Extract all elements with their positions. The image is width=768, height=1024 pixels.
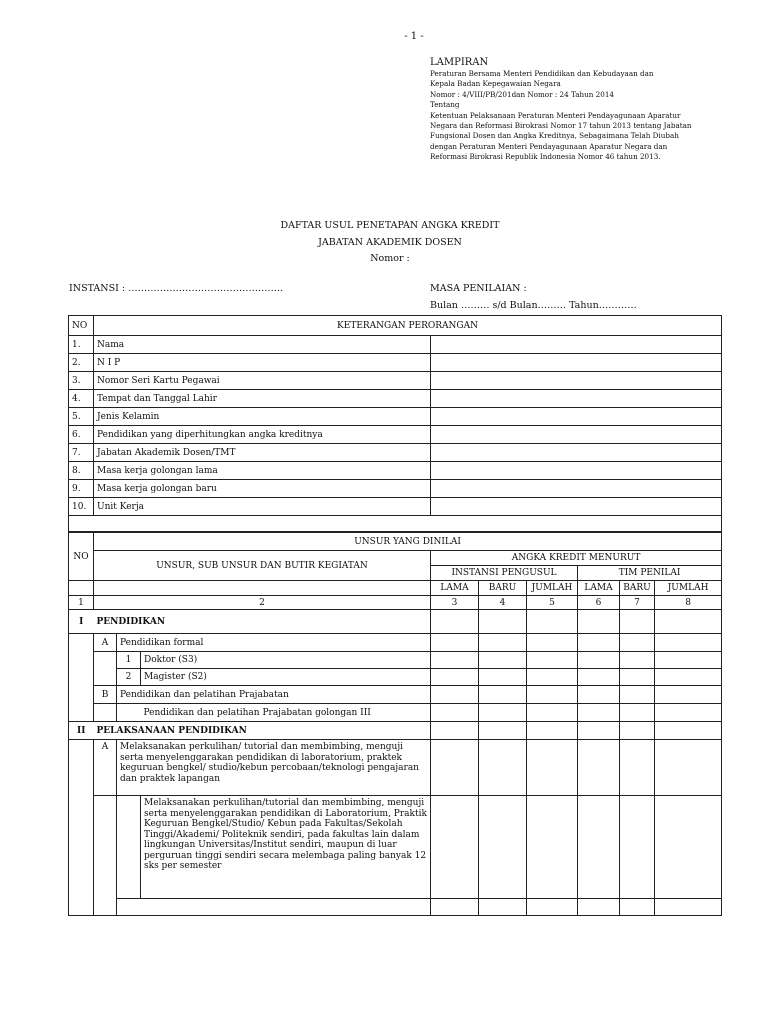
value-cell[interactable] [431,372,722,390]
lampiran-line: Fungsional Dosen dan Angka Kreditnya, Sebagaimana Telah Diubah [430,131,679,141]
score-cell[interactable] [527,669,578,686]
value-cell[interactable] [431,498,722,516]
score-cell[interactable] [578,899,620,916]
score-cell[interactable] [479,652,527,669]
spacer-cell [69,516,722,532]
empty-cell [69,796,94,899]
score-cell[interactable] [620,740,655,796]
unsur-title: UNSUR YANG DINILAI [94,533,722,551]
subsection-row [69,740,722,796]
empty-cell [69,740,94,796]
lama-header: LAMA [578,581,620,596]
value-cell[interactable] [431,426,722,444]
score-cell[interactable] [431,796,479,899]
column-number: 1 [69,596,94,610]
score-cell[interactable] [578,704,620,722]
score-cell[interactable] [431,740,479,796]
row-label: Unit Kerja [94,498,431,516]
score-cell[interactable] [578,652,620,669]
row-label: N I P [94,354,431,372]
score-cell[interactable] [479,796,527,899]
document-number-label: Nomor : [370,253,410,264]
lampiran-line: dengan Peraturan Menteri Pendayagunaan Aparatur Negara dan [430,141,668,151]
value-cell[interactable] [431,444,722,462]
lampiran-line: Ketentuan Pelaksanaan Peraturan Menteri Pendayagunaan Aparatur [430,110,681,120]
subsection-row [69,634,722,652]
empty-cell [69,634,94,652]
jumlah-header: JUMLAH [655,581,722,596]
lampiran-line: Tentang [430,100,460,110]
score-cell[interactable] [655,722,722,740]
sub-letter: A [94,634,117,652]
row-label: Pendidikan yang diperhitungkan angka kreditnya [94,426,431,444]
score-cell[interactable] [431,610,479,634]
lampiran-line: Kepala Badan Kepegawaian Negara [430,79,561,89]
score-cell[interactable] [527,634,578,652]
score-cell[interactable] [527,796,578,899]
score-cell[interactable] [620,652,655,669]
score-cell[interactable] [578,634,620,652]
item-row [69,704,722,722]
value-cell[interactable] [431,354,722,372]
section-row [69,722,722,740]
column-number: 4 [479,596,527,610]
column-number: 5 [527,596,578,610]
page-number: - 1 - [404,31,424,42]
table-header-row [69,551,722,566]
value-cell[interactable] [431,480,722,498]
score-cell[interactable] [479,610,527,634]
col-no-header: NO [69,533,94,581]
empty-cell [117,796,141,899]
score-cell[interactable] [578,796,620,899]
row-number: 9. [69,480,94,498]
jumlah-header: JUMLAH [527,581,578,596]
table-header-row [69,533,722,551]
col-no-header: NO [69,316,94,336]
row-number: 4. [69,390,94,408]
score-cell[interactable] [655,704,722,722]
col-keterangan-header: KETERANGAN PERORANGAN [94,316,722,336]
score-cell[interactable] [620,722,655,740]
empty-cell [69,686,94,704]
periode-field[interactable]: Bulan ……… s/d Bulan……… Tahun………… [430,300,637,311]
empty-cell [69,704,94,722]
item-number: 1 [117,652,141,669]
table-row [69,480,722,498]
lampiran-body [430,69,720,163]
score-cell[interactable] [655,796,722,899]
table-row [69,462,722,480]
score-cell[interactable] [578,686,620,704]
score-cell[interactable] [620,796,655,899]
empty-cell [117,704,141,722]
score-cell[interactable] [620,634,655,652]
score-cell[interactable] [527,740,578,796]
score-cell[interactable] [620,669,655,686]
table-row [69,336,722,354]
value-cell[interactable] [431,390,722,408]
lampiran-title: LAMPIRAN [430,57,489,68]
score-cell[interactable] [655,740,722,796]
score-cell[interactable] [620,686,655,704]
empty-cell [69,899,94,916]
row-number: 1. [69,336,94,354]
row-label: Masa kerja golongan lama [94,462,431,480]
score-cell[interactable] [620,899,655,916]
row-number: 6. [69,426,94,444]
score-cell[interactable] [527,704,578,722]
section-title: PENDIDIKAN [94,610,431,634]
score-cell[interactable] [655,686,722,704]
item-label: Magister (S2) [141,669,431,686]
column-number: 2 [94,596,431,610]
score-cell[interactable] [479,686,527,704]
column-number: 6 [578,596,620,610]
table-row [69,408,722,426]
item-number: 2 [117,669,141,686]
score-cell[interactable] [655,610,722,634]
table-header-row [69,581,722,596]
table-row [69,426,722,444]
item-row [69,796,722,899]
score-cell[interactable] [578,669,620,686]
value-cell[interactable] [431,336,722,354]
score-cell[interactable] [431,899,479,916]
table-header-row [69,316,722,336]
row-number: 8. [69,462,94,480]
empty-cell [69,669,94,686]
row-label: Tempat dan Tanggal Lahir [94,390,431,408]
item-label: Doktor (S3) [141,652,431,669]
score-cell[interactable] [578,610,620,634]
score-cell[interactable] [479,704,527,722]
column-number: 8 [655,596,722,610]
score-cell[interactable] [431,634,479,652]
column-number: 3 [431,596,479,610]
score-cell[interactable] [431,652,479,669]
table-row [69,498,722,516]
section-row [69,610,722,634]
section-title: PELAKSANAAN PENDIDIKAN [94,722,431,740]
score-cell[interactable] [578,740,620,796]
row-number: 7. [69,444,94,462]
baru-header: BARU [479,581,527,596]
score-cell[interactable] [431,669,479,686]
empty-cell [94,899,117,916]
document-subtitle: JABATAN AKADEMIK DOSEN [318,237,462,248]
value-cell[interactable] [431,462,722,480]
score-cell[interactable] [431,722,479,740]
empty-cell [94,796,117,899]
score-cell[interactable] [479,899,527,916]
instansi-field[interactable]: INSTANSI : …………………………………………. [69,283,284,294]
empty-cell [117,899,431,916]
kegiatan-header: UNSUR, SUB UNSUR DAN BUTIR KEGIATAN [94,551,431,581]
item-label: Melaksanakan perkulihan/tutorial dan membimbing, menguji serta menyelenggarakan pendidikan di Laboratorium, Praktik Keguruan Bengkel/Studio/ Kebun pada Fakultas/Sekolah Tinggi/Akademi/ Politeknik sendiri, pada fakultas lain dalam lingkungan Universitas/Institut sendiri, maupun di luar perguruan tinggi sendiri secara melembaga paling banyak 12 sks per semester [141,796,431,899]
score-cell[interactable] [655,634,722,652]
empty-cell [94,652,117,669]
section-number: II [69,722,94,740]
lampiran-line: Nomor : 4/VIII/PB/201dan Nomor : 24 Tahun 2014 [430,89,614,99]
score-cell[interactable] [620,610,655,634]
instansi-pengusul-header: INSTANSI PENGUSUL [431,566,578,581]
row-label: Nomor Seri Kartu Pegawai [94,372,431,390]
table-row [69,354,722,372]
sub-label: Melaksanakan perkulihan/ tutorial dan membimbing, menguji serta menyelenggarakan pendidikan di laboratorium, praktek keguruan bengkel/ studio/kebun percobaan/teknologi pengajaran dan praktek lapangan [117,740,431,796]
score-cell[interactable] [479,634,527,652]
masa-penilaian-label: MASA PENILAIAN : [430,283,527,294]
row-label: Jenis Kelamin [94,408,431,426]
empty-cell [94,581,431,596]
score-cell[interactable] [620,704,655,722]
score-cell[interactable] [527,652,578,669]
score-cell[interactable] [655,669,722,686]
row-number: 2. [69,354,94,372]
sub-letter: A [94,740,117,796]
score-cell[interactable] [479,722,527,740]
row-number: 5. [69,408,94,426]
tim-penilai-header: TIM PENILAI [578,566,722,581]
score-cell[interactable] [431,686,479,704]
empty-cell [69,581,94,596]
score-cell[interactable] [431,704,479,722]
spacer-row [69,516,722,532]
score-cell[interactable] [527,899,578,916]
column-number: 7 [620,596,655,610]
score-cell[interactable] [527,686,578,704]
score-cell[interactable] [527,610,578,634]
empty-cell [69,652,94,669]
score-cell[interactable] [479,740,527,796]
empty-cell [94,704,117,722]
item-row [69,669,722,686]
lampiran-line: Reformasi Birokrasi Republik Indonesia Nomor 46 tahun 2013. [430,152,661,162]
score-cell[interactable] [655,652,722,669]
score-cell[interactable] [655,899,722,916]
item-label: Pendidikan dan pelatihan Prajabatan golongan III [141,704,431,722]
lampiran-line: Negara dan Reformasi Birokrasi Nomor 17 tahun 2013 tentang Jabatan [430,121,692,131]
score-cell[interactable] [527,722,578,740]
item-row [69,899,722,916]
row-label: Masa kerja golongan baru [94,480,431,498]
unsur-table [68,532,722,916]
empty-cell [94,669,117,686]
sub-letter: B [94,686,117,704]
section-number: I [69,610,94,634]
table-row [69,390,722,408]
subsection-row [69,686,722,704]
score-cell[interactable] [578,722,620,740]
table-row [69,372,722,390]
item-row [69,652,722,669]
table-row [69,444,722,462]
sub-label: Pendidikan formal [117,634,431,652]
value-cell[interactable] [431,408,722,426]
lama-header: LAMA [431,581,479,596]
row-label: Nama [94,336,431,354]
baru-header: BARU [620,581,655,596]
document-title: DAFTAR USUL PENETAPAN ANGKA KREDIT [280,220,500,231]
score-cell[interactable] [479,669,527,686]
row-number: 3. [69,372,94,390]
angka-kredit-header: ANGKA KREDIT MENURUT [431,551,722,566]
sub-label: Pendidikan dan pelatihan Prajabatan [117,686,431,704]
personal-info-table [68,315,722,532]
row-number: 10. [69,498,94,516]
column-number-row [69,596,722,610]
lampiran-line: Peraturan Bersama Menteri Pendidikan dan Kebudayaan dan [430,69,654,78]
row-label: Jabatan Akademik Dosen/TMT [94,444,431,462]
